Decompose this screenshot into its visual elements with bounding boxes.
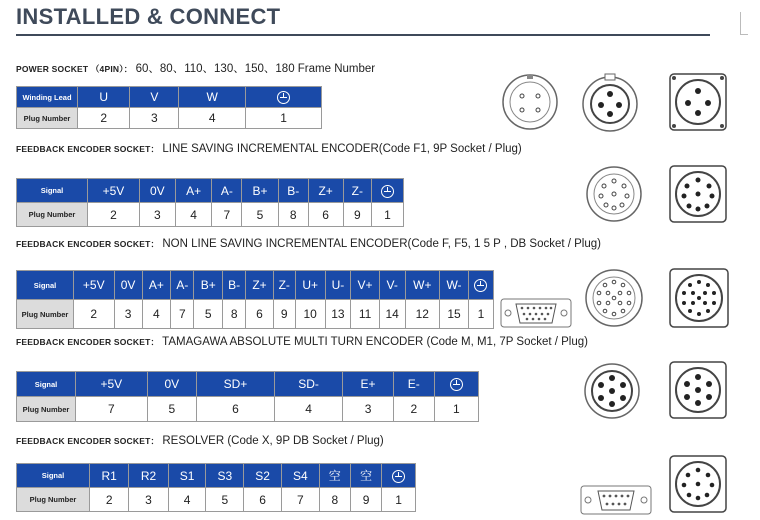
signal-row	[17, 87, 322, 108]
heading-bold: POWER SOCKET （4PIN）：	[16, 64, 133, 74]
signal-cell: 0V	[139, 179, 175, 203]
plug-number-cell: 4	[175, 203, 212, 227]
signal-cell: 0V	[147, 372, 196, 397]
heading-text: LINE SAVING INCREMENTAL ENCODER(Code F1, 9P Socket / Plug)	[162, 143, 522, 155]
ground-symbol-icon	[434, 372, 478, 397]
heading-text: NON LINE SAVING INCREMENTAL ENCODER(Code F, F5, 1 5 P , DB Socket / Plug)	[162, 238, 601, 250]
ground-symbol-icon	[371, 179, 403, 203]
heading-text: RESOLVER (Code X, 9P DB Socket / Plug)	[162, 435, 384, 447]
plug-number-row	[17, 300, 494, 329]
signal-cell: W	[179, 87, 246, 108]
signal-cell: U	[78, 87, 130, 108]
plug-number-cell: 9	[273, 300, 295, 329]
plug-number-cell: 6	[308, 203, 343, 227]
db9-connector-icon	[580, 484, 652, 516]
plug-number-cell: 1	[468, 300, 493, 329]
plug-number-cell: 4	[274, 397, 342, 422]
plug-number-cell: 4	[179, 108, 246, 129]
row-label: Plug Number	[17, 300, 74, 329]
corner-mark	[740, 12, 741, 34]
plug-number-cell: 5	[206, 488, 244, 512]
signal-cell: S1	[168, 464, 206, 488]
plug-number-cell: 3	[130, 108, 179, 129]
plug-number-cell: 12	[405, 300, 440, 329]
plug-number-cell: 6	[197, 397, 275, 422]
ground-icon	[277, 91, 290, 104]
plug-number-cell: 7	[212, 203, 242, 227]
heading-text: 60、80、110、130、150、180 Frame Number	[135, 63, 376, 75]
plug-number-cell: 1	[371, 203, 403, 227]
plug-number-cell: 4	[168, 488, 206, 512]
plug-number-cell: 2	[88, 203, 140, 227]
row-label: Plug Number	[17, 203, 88, 227]
plug-number-cell: 8	[278, 203, 308, 227]
signal-cell: V	[130, 87, 179, 108]
signal-cell: +5V	[74, 271, 115, 300]
section-heading-resolver	[16, 435, 384, 447]
signal-cell: B-	[223, 271, 246, 300]
plug-number-cell: 7	[171, 300, 194, 329]
plug-number-cell: 3	[129, 488, 168, 512]
signal-cell: A-	[171, 271, 194, 300]
signal-cell: +5V	[76, 372, 148, 397]
plug-number-cell: 6	[246, 300, 273, 329]
plug-number-cell: 5	[242, 203, 279, 227]
heading-text: TAMAGAWA ABSOLUTE MULTI TURN ENCODER (Code M, M1, 7P Socket / Plug)	[162, 336, 588, 348]
plug-number-cell: 1	[246, 108, 322, 129]
plug-number-cell: 10	[295, 300, 325, 329]
signal-cell: U+	[295, 271, 325, 300]
plug-number-cell: 8	[319, 488, 350, 512]
signal-cell: Z-	[273, 271, 295, 300]
plug-number-row	[17, 203, 404, 227]
page-title: INSTALLED & CONNECT	[16, 4, 281, 29]
signal-cell: V-	[379, 271, 405, 300]
non-line-saving-encoder-table	[16, 270, 494, 329]
plug-number-cell: 2	[74, 300, 115, 329]
signal-cell: B+	[242, 179, 279, 203]
row-label: Plug Number	[17, 488, 90, 512]
row-label: Plug Number	[17, 397, 76, 422]
signal-cell: A+	[142, 271, 171, 300]
signal-cell: W-	[440, 271, 469, 300]
heading-bold: FEEDBACK ENCODER SOCKET：	[16, 239, 160, 249]
ground-icon	[450, 378, 463, 391]
signal-cell: E-	[393, 372, 434, 397]
square-9pin-socket-icon	[668, 164, 728, 226]
signal-cell: S4	[281, 464, 319, 488]
section-heading-non-line-saving	[16, 238, 601, 250]
plug-number-row	[17, 488, 416, 512]
ground-icon	[381, 185, 394, 198]
square-9pin-resolver-socket-icon	[668, 454, 728, 516]
plug-number-cell: 9	[343, 203, 371, 227]
plug-number-cell: 3	[139, 203, 175, 227]
signal-cell: 空	[350, 464, 381, 488]
ground-icon	[474, 279, 487, 292]
plug-number-cell: 6	[244, 488, 282, 512]
plug-number-cell: 3	[343, 397, 394, 422]
plug-number-row	[17, 397, 479, 422]
signal-cell: E+	[343, 372, 394, 397]
square-7pin-socket-icon	[668, 360, 728, 422]
plug-number-cell: 1	[382, 488, 416, 512]
row-label: Plug Number	[17, 108, 78, 129]
square-4pin-socket-icon	[668, 72, 728, 134]
signal-cell: A-	[212, 179, 242, 203]
plug-number-cell: 4	[142, 300, 171, 329]
heading-bold: FEEDBACK ENCODER SOCKET：	[16, 337, 160, 347]
db15-connector-icon	[500, 296, 572, 330]
signal-cell: W+	[405, 271, 440, 300]
signal-cell: SD+	[197, 372, 275, 397]
signal-row	[17, 464, 416, 488]
signal-cell: 0V	[114, 271, 142, 300]
signal-cell: Z-	[343, 179, 371, 203]
ground-symbol-icon	[246, 87, 322, 108]
row-label: Signal	[17, 372, 76, 397]
signal-row	[17, 271, 494, 300]
heading-bold: FEEDBACK ENCODER SOCKET：	[16, 436, 160, 446]
row-label: Signal	[17, 179, 88, 203]
signal-cell: +5V	[88, 179, 140, 203]
signal-cell: 空	[319, 464, 350, 488]
plug-number-cell: 2	[78, 108, 130, 129]
line-saving-encoder-table	[16, 178, 404, 227]
plug-number-cell: 3	[114, 300, 142, 329]
plug-number-cell: 9	[350, 488, 381, 512]
plug-number-cell: 2	[393, 397, 434, 422]
signal-cell: SD-	[274, 372, 342, 397]
signal-cell: Z+	[308, 179, 343, 203]
signal-cell: R2	[129, 464, 168, 488]
heading-bold: FEEDBACK ENCODER SOCKET：	[16, 144, 160, 154]
plug-number-cell: 1	[434, 397, 478, 422]
row-label: Winding Lead	[17, 87, 78, 108]
plug-number-cell: 2	[90, 488, 129, 512]
signal-cell: A+	[175, 179, 212, 203]
row-label: Signal	[17, 464, 90, 488]
signal-cell: U-	[325, 271, 351, 300]
round-9pin-plug-icon	[584, 164, 644, 224]
tamagawa-encoder-table	[16, 371, 479, 422]
plug-number-cell: 8	[223, 300, 246, 329]
square-15pin-socket-icon	[668, 266, 730, 330]
title-divider	[16, 34, 710, 36]
resolver-table	[16, 463, 416, 512]
signal-row	[17, 372, 479, 397]
corner-mark-foot	[740, 34, 748, 35]
ground-symbol-icon	[382, 464, 416, 488]
power-socket-table	[16, 86, 322, 129]
signal-cell: B-	[278, 179, 308, 203]
plug-number-cell: 13	[325, 300, 351, 329]
round-4pin-socket-icon	[500, 72, 560, 132]
signal-row	[17, 179, 404, 203]
section-heading-tamagawa	[16, 336, 588, 348]
round-15pin-plug-icon	[584, 266, 644, 330]
signal-cell: S3	[206, 464, 244, 488]
plug-number-cell: 14	[379, 300, 405, 329]
ground-icon	[392, 470, 405, 483]
signal-cell: R1	[90, 464, 129, 488]
section-heading-line-saving	[16, 143, 522, 155]
plug-number-cell: 7	[281, 488, 319, 512]
plug-number-cell: 5	[147, 397, 196, 422]
signal-cell: Z+	[246, 271, 273, 300]
row-label: Signal	[17, 271, 74, 300]
plug-number-cell: 15	[440, 300, 469, 329]
plug-number-cell: 7	[76, 397, 148, 422]
signal-cell: V+	[351, 271, 380, 300]
section-heading-power	[16, 60, 375, 76]
plug-number-cell: 11	[351, 300, 380, 329]
signal-cell: S2	[244, 464, 282, 488]
ground-symbol-icon	[468, 271, 493, 300]
round-4pin-plug-icon	[580, 72, 640, 134]
signal-cell: B+	[194, 271, 223, 300]
plug-number-cell: 5	[194, 300, 223, 329]
round-7pin-plug-icon	[582, 360, 642, 422]
plug-number-row	[17, 108, 322, 129]
